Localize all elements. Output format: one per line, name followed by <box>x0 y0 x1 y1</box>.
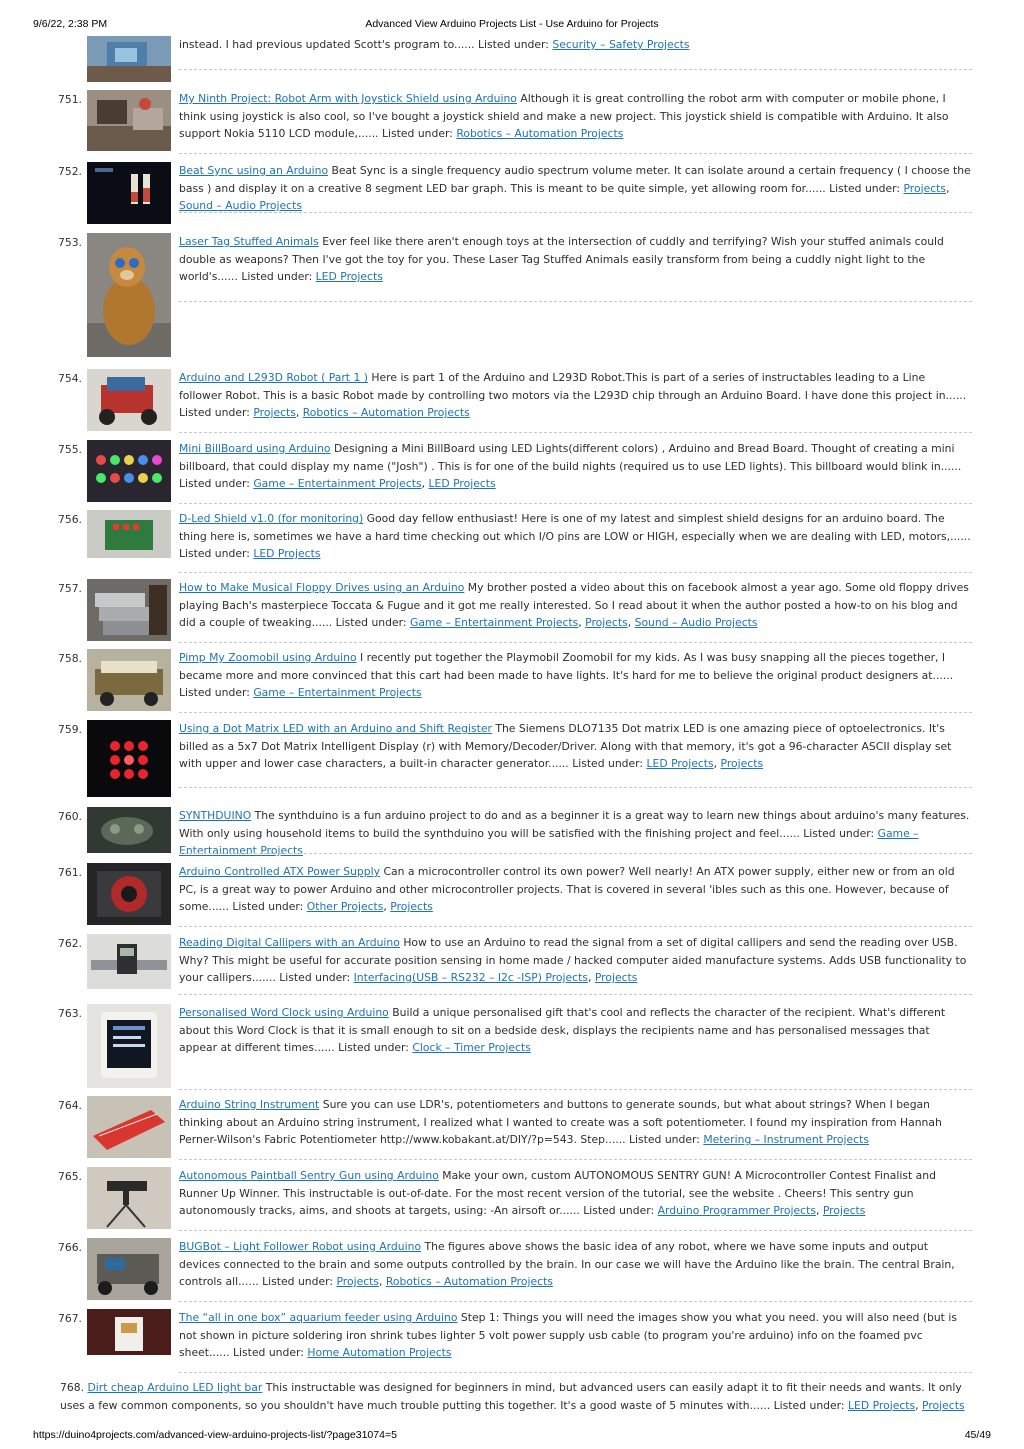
project-thumbnail <box>87 162 171 224</box>
category-link[interactable]: LED Projects <box>253 547 321 560</box>
project-description: Personalised Word Clock using Arduino Build a unique personalised gift that's cool and reflects the character of the recipient. What's different about this Word Clock is that it is small enough to sit on a bedside desk, displays the recipients name and has personalised messages that appear at different times...... Listed under: Clock – Timer Projects <box>179 1006 946 1054</box>
project-thumbnail <box>87 36 171 82</box>
project-description: Using a Dot Matrix LED with an Arduino and Shift Register The Siemens DLO7135 Dot matrix LED is one amazing piece of optoelectronics. It's billed as a 5x7 Dot Matrix Intelligent Display (r) with Memory/Decoder/Driver. Along with that memory, it's got a 96-character ASCII display set with upper and lower case characters, a built-in character generator...... Listed under: LED Projects, Projects <box>179 722 952 770</box>
project-title-link[interactable]: Laser Tag Stuffed Animals <box>179 235 319 248</box>
project-thumbnail <box>87 233 171 357</box>
print-date: 9/6/22, 2:38 PM <box>33 18 108 30</box>
item-number: 756. <box>57 513 82 526</box>
project-title-link[interactable]: Beat Sync using an Arduino <box>179 164 329 177</box>
item-number: 752. <box>57 165 82 178</box>
category-link[interactable]: Projects <box>585 616 628 629</box>
project-title-link[interactable]: Arduino Controlled ATX Power Supply <box>179 865 381 878</box>
category-link[interactable]: Arduino Programmer Projects <box>657 1204 816 1217</box>
project-description: instead. I had previous updated Scott's program to...... Listed under: Security – Safety Projects <box>179 38 690 51</box>
item-number: 767. <box>57 1312 82 1325</box>
project-description: Pimp My Zoomobil using Arduino I recently put together the Playmobil Zoomobil for my kids. As I was busy snapping all the pieces together, I became more and more convinced that this cart had been made to have lights. It's hard for me to believe the original product designers at...... Listed under: Game – Entertainment Projects <box>179 651 954 699</box>
project-description: My Ninth Project: Robot Arm with Joystick Shield using Arduino Although it is great controlling the robot arm with computer or mobile phone, I think using joystick is also cool, so I've bought a joystick shield and make a new project. This joystick shield is compatible with Arduino. It also support Nokia 5110 LCD module,...... Listed under: Robotics – Automation Projects <box>179 92 949 140</box>
separator <box>179 926 972 927</box>
project-title-link[interactable]: SYNTHDUINO <box>179 809 252 822</box>
project-thumbnail <box>87 1167 171 1229</box>
separator <box>179 1230 972 1231</box>
category-link[interactable]: LED Projects <box>847 1398 916 1412</box>
print-page-title: Advanced View Arduino Projects List - Use Arduino for Projects <box>365 18 659 30</box>
category-link[interactable]: LED Projects <box>428 477 496 490</box>
project-description: Beat Sync using an Arduino Beat Sync is a single frequency audio spectrum volume meter. It can isolate around a certain frequency ( I choose the bass ) and display it on a creative 8 segment LED bar graph. This is meant to be quite simple, yet allowing room for...... Listed under: Projects, Sound – Audio Projects <box>179 164 971 212</box>
project-description: Arduino and L293D Robot ( Part 1 ) Here is part 1 of the Arduino and L293D Robot.This is part of a series of instructables leading to a Line follower Robot. This is a basic Robot made by controlling two motors via the L293D chip through an Arduino Board. I have done this project in...... Listed under: Projects, Robotics – Automation Projects <box>179 371 967 419</box>
category-link[interactable]: Clock – Timer Projects <box>412 1041 531 1054</box>
project-title-link[interactable]: My Ninth Project: Robot Arm with Joystick Shield using Arduino <box>179 92 517 105</box>
item-number: 760. <box>57 810 82 823</box>
separator <box>179 712 972 713</box>
category-link[interactable]: Game – Entertainment Projects <box>253 686 422 699</box>
separator <box>179 642 972 643</box>
category-link[interactable]: Projects <box>922 1398 965 1412</box>
separator <box>179 69 972 70</box>
item-number: 768. <box>60 1381 85 1394</box>
separator <box>179 503 972 504</box>
item-number: 764. <box>57 1099 82 1112</box>
project-description: The “all in one box” aquarium feeder using Arduino Step 1: Things you will need the images show you what you need. you will also need (but is not shown in picture soldering iron shrink tubes lighter 5 volt power supply usb cable (to program you're arduino) info on the foamed pvc sheet...... Listed under: Home Automation Projects <box>179 1311 957 1359</box>
category-link[interactable]: Metering – Instrument Projects <box>703 1133 869 1146</box>
project-title-link[interactable]: Reading Digital Callipers with an Arduino <box>179 936 400 949</box>
project-description: Arduino String Instrument Sure you can use LDR's, potentiometers and buttons to generate sounds, but what about strings? When I began thinking about an Arduino string instrument, I realized what I wanted to create was a soft potentiometer. I found my inspiration from Hannah Perner-Wilson's Fabric Potentiometer http://www.kobakant.at/DIY/?p=543. Step...... Listed under: Metering – Instrument Projects <box>179 1098 942 1146</box>
project-thumbnail <box>87 720 171 797</box>
project-title-link[interactable]: D-Led Shield v1.0 (for monitoring) <box>179 512 364 525</box>
category-link[interactable]: Game – Entertainment Projects <box>179 826 919 857</box>
project-description: Reading Digital Callipers with an Arduino How to use an Arduino to read the signal from a set of digital callipers and send the reading over USB. Why? This might be useful for accurate position sensing in home made / hacked computer aided manufacture systems. Adds USB functionality to your callipers....... Listed under: Interfacing(USB – RS232 – I2c -ISP) Projects, Projects <box>179 936 967 984</box>
print-header <box>0 14 1024 30</box>
category-link[interactable]: Security – Safety Projects <box>552 38 690 51</box>
category-link[interactable]: Robotics – Automation Projects <box>456 127 624 140</box>
project-thumbnail <box>87 440 171 502</box>
category-link[interactable]: Projects <box>336 1275 380 1288</box>
category-link[interactable]: Home Automation Projects <box>307 1346 452 1359</box>
project-thumbnail <box>87 369 171 431</box>
category-link[interactable]: Projects <box>822 1204 866 1217</box>
project-description: Arduino Controlled ATX Power Supply Can a microcontroller control its own power? Well nearly! An ATX power supply, either new or from an old PC, is a great way to power Arduino and other microcontroller projects. That is covered in several 'ibles such as this one. However, because of some...... Listed under: Other Projects, Projects <box>179 865 955 913</box>
project-title-link[interactable]: Personalised Word Clock using Arduino <box>179 1006 389 1019</box>
item-number: 758. <box>57 652 82 665</box>
project-thumbnail <box>87 579 171 641</box>
project-title-link[interactable]: Arduino String Instrument <box>179 1098 320 1111</box>
category-link[interactable]: Sound – Audio Projects <box>179 199 302 212</box>
project-description: Mini BillBoard using Arduino Designing a Mini BillBoard using LED Lights(different colors) , Arduino and Bread Board. Thought of creating a mini billboard, that could display my name ("Josh") . This is for one of the build nights (required us to use LED lights). This billboard would blink in...... Listed under: Game – Entertainment Projects, LED Projects <box>179 442 962 490</box>
category-link[interactable]: Robotics – Automation Projects <box>302 406 470 419</box>
project-title-link[interactable]: Pimp My Zoomobil using Arduino <box>179 651 357 664</box>
project-title-link[interactable]: Mini BillBoard using Arduino <box>179 442 331 455</box>
project-description: 768. Dirt cheap Arduino LED light bar This instructable was designed for beginners in mind, but advanced users can easily adapt it to fit their needs and wants. It only uses a few common components, so you shouldn't have much trouble putting this together. It's a good waste of 5 minutes with...... Listed under: LED Projects, Projects <box>60 1381 965 1412</box>
project-thumbnail <box>87 510 171 558</box>
item-number: 763. <box>57 1007 82 1020</box>
category-link[interactable]: Projects <box>720 757 764 770</box>
item-number: 751. <box>57 93 82 106</box>
item-number: 759. <box>57 723 82 736</box>
item-number: 754. <box>57 372 82 385</box>
item-number: 755. <box>57 443 82 456</box>
category-link[interactable]: Sound – Audio Projects <box>634 616 758 629</box>
project-title-link[interactable]: How to Make Musical Floppy Drives using an Arduino <box>179 581 465 594</box>
project-title-link[interactable]: Dirt cheap Arduino LED light bar <box>87 1381 263 1394</box>
category-link[interactable]: LED Projects <box>315 270 383 283</box>
project-thumbnail <box>87 1309 171 1355</box>
project-title-link[interactable]: Autonomous Paintball Sentry Gun using Arduino <box>179 1169 439 1182</box>
category-link[interactable]: Game – Entertainment Projects <box>409 616 579 629</box>
category-link[interactable]: Other Projects <box>306 900 384 913</box>
separator <box>179 1301 972 1302</box>
project-title-link[interactable]: Using a Dot Matrix LED with an Arduino and Shift Register <box>179 722 492 735</box>
project-title-link[interactable]: BUGBot – Light Follower Robot using Arduino <box>179 1240 422 1253</box>
project-thumbnail <box>87 90 171 151</box>
page-number: 45/49 <box>964 1429 991 1441</box>
item-number: 753. <box>57 236 82 249</box>
item-number: 757. <box>57 582 82 595</box>
separator <box>179 153 972 154</box>
item-number: 766. <box>57 1241 82 1254</box>
project-thumbnail <box>87 1096 171 1158</box>
category-link[interactable]: Projects <box>903 181 947 195</box>
project-thumbnail <box>87 1004 171 1088</box>
category-link[interactable]: Interfacing(USB – RS232 – I2c -ISP) Projects <box>353 971 588 984</box>
project-description: D-Led Shield v1.0 (for monitoring) Good day fellow enthusiast! Here is one of my latest and simplest shield designs for an arduino board. The thing here is, sometimes we have a hard time checking out which I/O pins are LOW or HIGH, especially when we are dealing with LED, motors,...... Listed under: LED Projects <box>179 512 971 560</box>
projects-list <box>0 32 1024 1417</box>
category-link[interactable]: LED Projects <box>646 757 714 770</box>
project-description: How to Make Musical Floppy Drives using an Arduino My brother posted a video about this on facebook almost a year ago. Some old floppy drives playing Bach's masterpiece Toccata & Fugue and it got me really interested. So I read about it when the author posted a how-to on his blog and did a couple of tweaking...... Listed under: Game – Entertainment Projects, Projects, Sound – Audio Projects <box>179 581 969 629</box>
project-thumbnail <box>87 934 171 989</box>
category-link[interactable]: Robotics – Automation Projects <box>385 1275 553 1288</box>
separator <box>179 432 972 433</box>
separator <box>179 787 972 788</box>
separator <box>179 1372 972 1373</box>
category-link[interactable]: Projects <box>253 406 296 419</box>
category-link[interactable]: Projects <box>594 971 638 984</box>
item-number: 762. <box>57 937 82 950</box>
separator <box>179 572 972 573</box>
project-description: Laser Tag Stuffed Animals Ever feel like there aren't enough toys at the intersection of cuddly and terrifying? Wish your stuffed animals could double as weapons? Then I've got the toy for you. These Laser Tag Stuffed Animals easily transform from being a cuddly night light to the world's...... Listed under: LED Projects <box>179 235 944 283</box>
project-thumbnail <box>87 649 171 711</box>
separator <box>179 212 972 213</box>
separator <box>179 301 972 302</box>
category-link[interactable]: Projects <box>390 900 433 913</box>
project-description: BUGBot – Light Follower Robot using Arduino The figures above shows the basic idea of any robot, where we have some inputs and output devices connected to the brain and some outputs controlled by the brain. In our case we will have the Arduino like the brain. The central Brain, controls all...... Listed under: Projects, Robotics – Automation Projects <box>179 1240 955 1288</box>
separator <box>179 1159 972 1160</box>
project-thumbnail <box>87 807 171 853</box>
project-description: SYNTHDUINO The synthduino is a fun arduino project to do and as a beginner it is a great way to learn new things about arduino's many features. With only using household items to build the synthduino you will be satisfied with the finishing project and feel...... Listed under: Game – Entertainment Projects <box>179 809 970 857</box>
project-title-link[interactable]: Arduino and L293D Robot ( Part 1 ) <box>179 371 368 384</box>
project-description: Autonomous Paintball Sentry Gun using Arduino Make your own, custom AUTONOMOUS SENTRY GUN! A Microcontroller Contest Finalist and Runner Up Winner. This instructable is out-of-date. For the most recent version of the tutorial, see the website . Cheers! This sentry gun autonomously tracks, aims, and shoots at targets, using: -An airsoft or...... Listed under: Arduino Programmer Projects, Projects <box>179 1169 936 1217</box>
separator <box>179 994 972 995</box>
item-number: 761. <box>57 866 82 879</box>
project-thumbnail <box>87 863 171 925</box>
item-number: 765. <box>57 1170 82 1183</box>
print-url: https://duino4projects.com/advanced-view-arduino-projects-list/?page31074=5 <box>33 1429 397 1441</box>
separator <box>179 853 972 854</box>
separator <box>179 1089 972 1090</box>
category-link[interactable]: Game – Entertainment Projects <box>253 477 422 490</box>
project-title-link[interactable]: The “all in one box” aquarium feeder using Arduino <box>179 1311 458 1324</box>
project-thumbnail <box>87 1238 171 1300</box>
print-footer <box>0 1419 1024 1449</box>
